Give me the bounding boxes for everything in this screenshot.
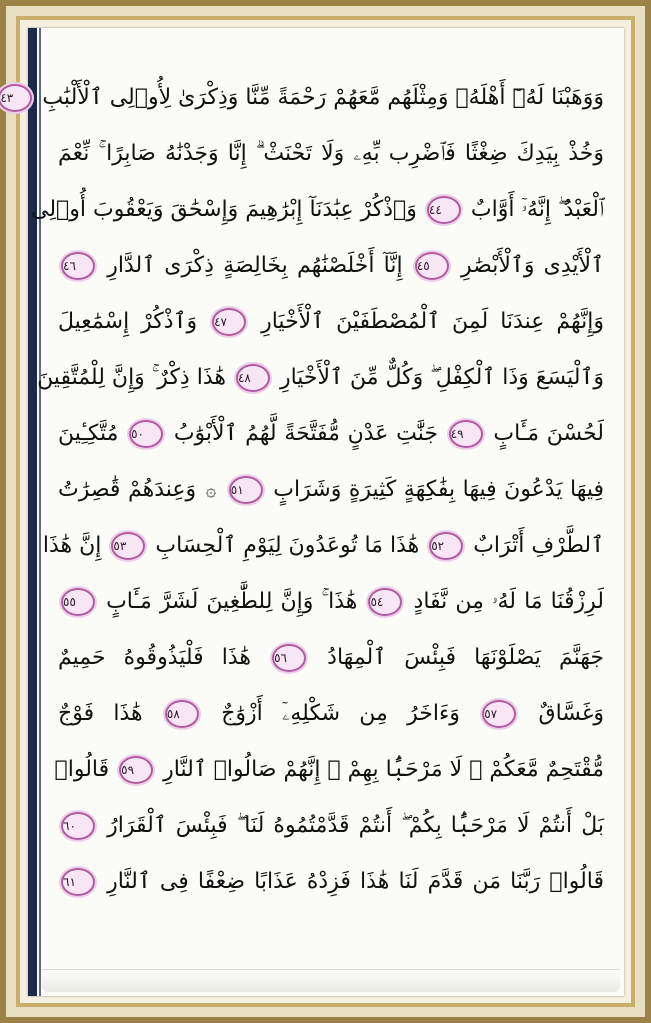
verse-line [54,742,604,798]
verse-line [0,70,604,126]
verse-text: ٱلطَّرْفِ أَتْرَابٌ [473,533,604,558]
verse-text: وَءَاخَرُ مِن شَكْلِهِۦٓ أَزْوَٰجٌ [221,701,460,726]
verse-text: وَخُذْ بِيَدِكَ ضِغْثًا فَٱضْرِب بِّهِۦ وَلَا تَحْنَثْ ۗ إِنَّا وَجَدْنَٰهُ صَابِرًا ۚ نِّعْمَ [58,141,604,166]
ayah-end-rosette-icon: ٤٦ [61,252,95,280]
verse-text: وَعِندَهُمْ قَٰصِرَٰتُ [58,477,197,502]
ayah-end-rosette-icon: ٥٦ [272,644,306,672]
ayah-end-rosette-icon: ٥١ [229,476,263,504]
verse-text: هَٰذَا ۚ وَإِنَّ لِلطَّٰغِينَ لَشَرَّ مَـَٔابٍ [106,589,358,614]
ayah-end-rosette-icon: ٥٣ [111,532,145,560]
verse-line [31,182,604,238]
verse-line [58,238,604,294]
ayah-end-rosette-icon: ٥٢ [429,532,463,560]
verse-text: قَالُوا۟ [54,757,110,782]
ayah-end-rosette-icon: ٦١ [61,868,95,896]
page-curl [42,969,620,992]
ayah-end-rosette-icon: ٥٩ [119,756,153,784]
verse-text: وَغَسَّاقٌ [538,701,605,726]
quran-page [0,28,624,996]
ayah-end-rosette-icon: ٥٧ [482,700,516,728]
ayah-end-rosette-icon: ٦٠ [61,812,95,840]
ayah-end-rosette-icon: ٤٤ [427,196,461,224]
ayah-end-rosette-icon: ٥٤ [368,588,402,616]
page-spine-line [39,28,41,996]
verse-text: لَرِزْقُنَا مَا لَهُۥ مِن نَّفَادٍ [413,589,604,614]
ayah-end-rosette-icon: ٥٥ [61,588,95,616]
ayah-end-rosette-icon: ٤٣ [0,84,32,112]
verse-line [58,294,604,350]
verse-text: فِيهَا يَدْعُونَ فِيهَا بِفَٰكِهَةٍ كَثِيرَةٍ وَشَرَابٍ [273,477,605,502]
verse-text: جَنَّٰتِ عَدْنٍ مُّفَتَّحَةً لَّهُمُ ٱلْأَبْوَٰبُ [173,421,438,446]
verse-text: وَوَهَبْنَا لَهُۥٓ أَهْلَهُۥ وَمِثْلَهُم مَّعَهُمْ رَحْمَةً مِّنَّا وَذِكْرَىٰ لِأُو۟لِى ٱلْأَلْبَٰبِ [42,85,604,110]
ayah-end-rosette-icon: ٥٨ [165,700,199,728]
ayah-end-rosette-icon: ٤٧ [212,308,246,336]
ayah-end-rosette-icon: ٤٥ [415,252,449,280]
verse-line [58,462,604,518]
verse-line [37,350,604,406]
verse-text: ٱلْأَيْدِى وَٱلْأَبْصَٰرِ [461,253,604,278]
rub-el-hizb-icon: ۞ [205,480,217,501]
verse-text: جَهَنَّمَ يَصْلَوْنَهَا فَبِئْسَ ٱلْمِهَادُ [327,645,604,670]
page-spine [28,28,37,996]
verse-line [58,854,604,910]
ayah-end-rosette-icon: ٤٩ [449,420,483,448]
verse-text: لَحُسْنَ مَـَٔابٍ [493,421,604,446]
verse-text: إِنَّ هَٰذَا [42,533,102,558]
verse-text: إِنَّآ أَخْلَصْنَٰهُم بِخَالِصَةٍ ذِكْرَى ٱلدَّارِ [107,253,403,278]
verse-text: هَٰذَا فَوْجٌ [58,701,143,726]
verse-text: ٱلْعَبْدُ ۖ إِنَّهُۥٓ أَوَّابٌ [470,197,604,222]
ayah-end-rosette-icon: ٥٠ [129,420,163,448]
verse-line [58,406,604,462]
verse-text: وَإِنَّهُمْ عِندَنَا لَمِنَ ٱلْمُصْطَفَيْنَ ٱلْأَخْيَارِ [261,309,604,334]
verse-text: مُّقْتَحِمٌ مَّعَكُمْ ۖ لَا مَرْحَبًۢا بِهِمْ ۚ إِنَّهُمْ صَالُوا۟ ٱلنَّارِ [163,757,604,782]
verse-text: وَٱلْيَسَعَ وَذَا ٱلْكِفْلِ ۖ وَكُلٌّ مِّنَ ٱلْأَخْيَارِ [279,365,604,390]
verse-lines [0,70,605,910]
verse-text: قَالُوا۟ رَبَّنَا مَن قَدَّمَ لَنَا هَٰذَا فَزِدْهُ عَذَابًا ضِعْفًا فِى ٱلنَّارِ [107,869,604,894]
verse-text: وَٱذْكُرْ عِبَٰدَنَآ إِبْرَٰهِيمَ وَإِسْحَٰقَ وَيَعْقُوبَ أُو۟لِى [31,197,417,222]
verse-text: بَلْ أَنتُمْ لَا مَرْحَبًۢا بِكُمْ ۖ أَنتُمْ قَدَّمْتُمُوهُ لَنَا ۖ فَبِئْسَ ٱلْقَرَارُ [107,813,604,838]
verse-text: وَٱذْكُرْ إِسْمَٰعِيلَ [58,309,198,334]
verse-line [58,126,604,182]
verse-text: هَٰذَا ذِكْرٌ ۚ وَإِنَّ لِلْمُتَّقِينَ [37,365,226,390]
ayah-end-rosette-icon: ٤٨ [236,364,270,392]
verse-line [42,518,604,574]
verse-text: مُتَّكِـِٔينَ [58,421,119,446]
verse-line [58,798,604,854]
verse-text: هَٰذَا فَلْيَذُوقُوهُ حَمِيمٌ [58,645,252,670]
verse-line [58,630,604,686]
verse-line [58,686,604,742]
verse-text: هَٰذَا مَا تُوعَدُونَ لِيَوْمِ ٱلْحِسَابِ [155,533,420,558]
verse-line [58,574,604,630]
